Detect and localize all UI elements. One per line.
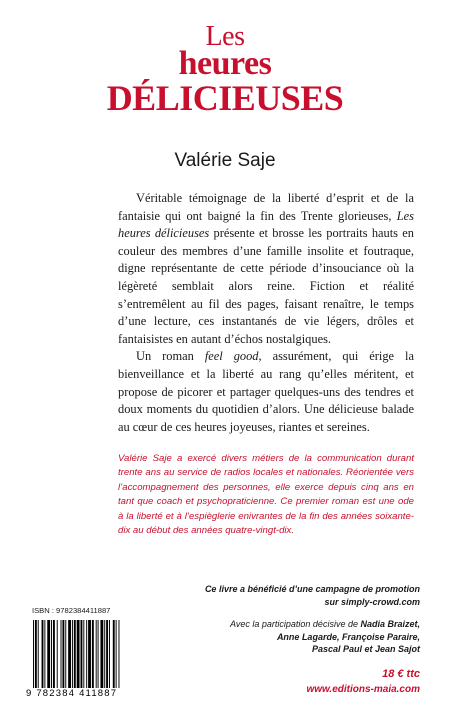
participation-line-2: Anne Lagarde, Françoise Paraire, xyxy=(276,631,420,642)
author-bio: Valérie Saje a exercé divers métiers de la communication durant trente ans au service de radios locales et nationales. Réorientée vers l’accompagnement des personnes, elle exerce depuis cinq ans en tant que coach et psychopraticienne. Ce premier roman est une ode à la liberté et à l’espièglerie enivrantes de la fin des années soixante-dix au début des années quatre-vingt-dix. xyxy=(118,453,414,537)
author-name: Valérie Saje xyxy=(174,150,276,171)
title-line-les: Les xyxy=(205,21,245,52)
price: 18 € ttc xyxy=(382,668,420,680)
blurb-paragraph-1: Véritable témoignage de la liberté d’esprit et de la fantaisie qui ont baigné la fin des Trente glorieuses, Les heures délicieuses présente et brosse les portraits hauts en couleur des membres d’une famille insolite et foutraque, digne représentante de cette période d’insouciance où la légèreté semblait alors reine. Fiction et réalité s’entremêlent au fil des pages, faisant renaître, le temps d’une lecture, ces instantanés de vie légers, drôles et fantaisistes en autant d’échos nostalgiques. xyxy=(118,191,414,346)
promo-note xyxy=(180,583,420,608)
barcode xyxy=(32,620,152,688)
feel-good-italic: feel good xyxy=(204,349,259,364)
promo-line-1: Ce livre a bénéficié d’une campagne de promotion xyxy=(204,584,420,594)
title-line-delicieuses: DÉLICIEUSES xyxy=(106,78,344,118)
participation-credits xyxy=(180,618,420,656)
blurb-paragraph-2: Un roman feel good, assurément, qui érige la bienveillance et la liberté au rang qu’elles méritent, et propose de picorer et partager quelques-uns des tendres et doux moments du quotidien d’alors. Une délicieuse balade au cœur de ces heures joyeuses, riantes et sereines. xyxy=(118,349,414,434)
barcode-digits: 9 782384 411887 xyxy=(26,688,118,699)
book-title-italic: Les heures délicieuses xyxy=(118,208,414,241)
title-line-heures: heures xyxy=(178,45,272,82)
participation-line-1: Avec la participation décisive de Nadia Braizet, xyxy=(230,619,420,629)
book-title xyxy=(0,22,450,118)
blurb xyxy=(118,190,414,436)
barcode-area xyxy=(22,598,160,706)
participation-line-3: Pascal Paul et Jean Sajot xyxy=(311,644,420,655)
isbn-label: ISBN : 9782384411887 xyxy=(32,606,111,615)
promo-line-2: sur simply-crowd.com xyxy=(324,596,420,607)
publisher-website[interactable]: www.editions-maia.com xyxy=(306,684,420,695)
